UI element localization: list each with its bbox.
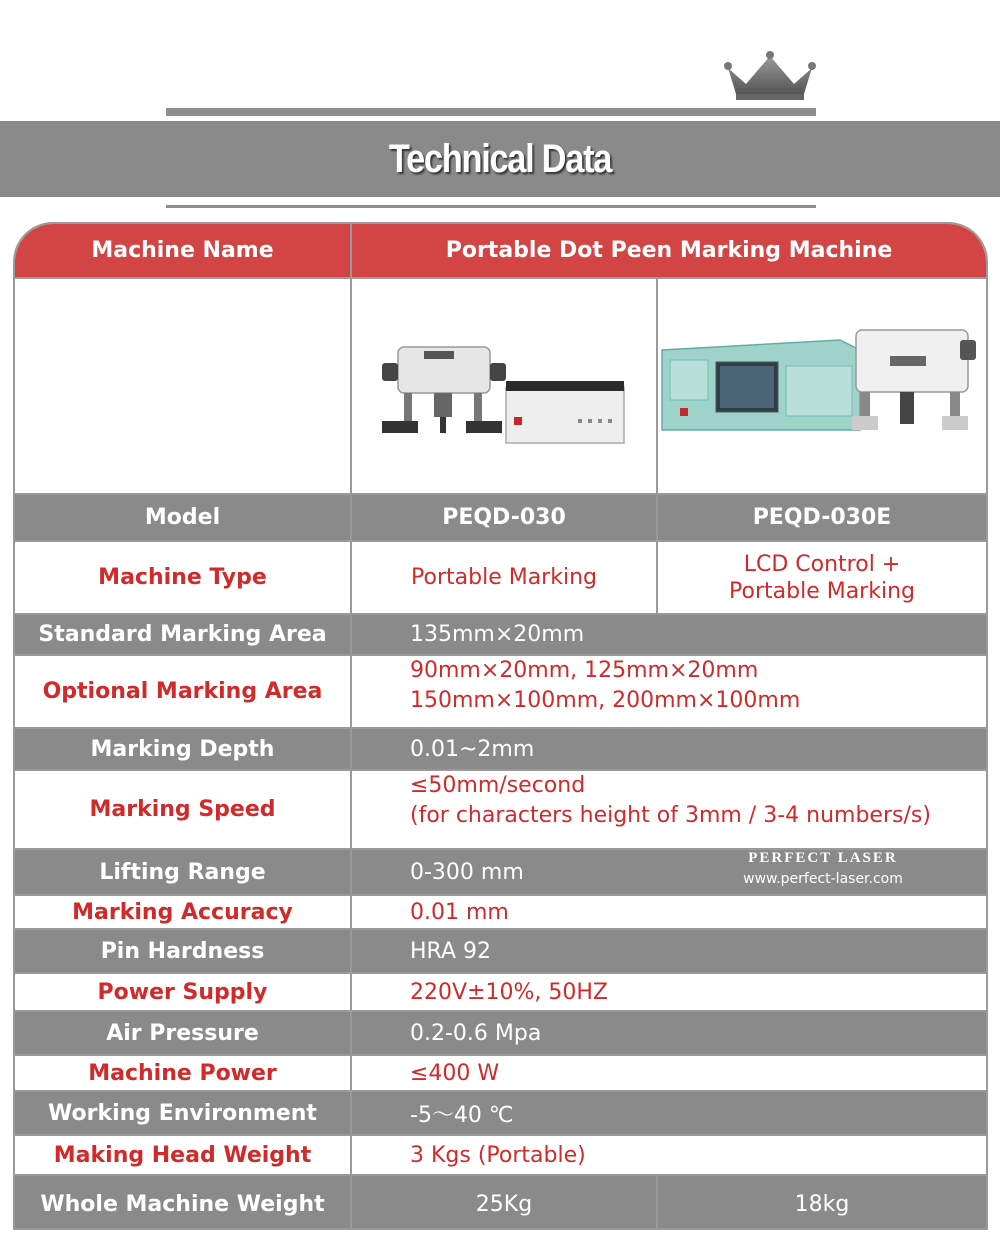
- optional-area-row: [15, 656, 986, 729]
- power-supply-label: Power Supply: [15, 974, 352, 1010]
- head-weight-label: Making Head Weight: [15, 1136, 352, 1174]
- standard-area-row: [15, 615, 986, 656]
- whole-weight-row: [15, 1176, 986, 1230]
- speed-line1: ≤50mm/second: [410, 773, 586, 798]
- head-weight-value: 3 Kgs (Portable): [410, 1142, 586, 1168]
- air-row: [15, 1012, 986, 1056]
- machine-type-col1: Portable Marking: [352, 542, 658, 613]
- machine-power-value: ≤400 W: [410, 1060, 500, 1086]
- optional-area-line1: 90mm×20mm, 125mm×20mm: [410, 658, 759, 683]
- environment-label: Working Environment: [15, 1092, 352, 1134]
- optional-area-value: [352, 656, 986, 727]
- pin-label: Pin Hardness: [15, 930, 352, 972]
- accuracy-label: Marking Accuracy: [15, 896, 352, 928]
- environment-row: [15, 1092, 986, 1136]
- lifting-label: Lifting Range: [15, 850, 352, 894]
- header-bottom-rule: [166, 205, 816, 208]
- model-label: Model: [15, 495, 352, 540]
- optional-area-line2: 150mm×100mm, 200mm×100mm: [410, 688, 801, 713]
- lifting-value: 0-300 mm: [410, 859, 524, 885]
- whole-weight-col1: 25Kg: [352, 1176, 658, 1230]
- machine-type-col2-line2: Portable Marking: [729, 578, 915, 604]
- crown-icon: [722, 50, 818, 102]
- machine-power-label: Machine Power: [15, 1056, 352, 1090]
- machine-type-row: [15, 542, 986, 615]
- pin-row: [15, 930, 986, 974]
- air-value: 0.2-0.6 Mpa: [410, 1020, 542, 1046]
- speed-label: Marking Speed: [15, 771, 352, 848]
- whole-weight-label: Whole Machine Weight: [15, 1176, 352, 1230]
- speed-row: [15, 771, 986, 850]
- accuracy-row: [15, 896, 986, 930]
- whole-weight-col2: 18kg: [794, 1191, 850, 1217]
- model-peqd-030: PEQD-030: [352, 495, 658, 540]
- title-banner: [0, 121, 1000, 197]
- watermark-brand: PERFECT LASER: [748, 850, 898, 866]
- speed-value: [352, 771, 986, 848]
- pin-value: HRA 92: [410, 938, 491, 964]
- model-row: [15, 495, 986, 542]
- image-row-label: [15, 279, 352, 493]
- standard-area-label: Standard Marking Area: [15, 615, 352, 654]
- table-header-row: [15, 224, 986, 279]
- optional-area-label: Optional Marking Area: [15, 656, 352, 727]
- depth-label: Marking Depth: [15, 729, 352, 769]
- power-supply-row: [15, 974, 986, 1012]
- header-top-rule: [166, 108, 816, 116]
- environment-value: -5～40 ℃: [410, 1102, 514, 1128]
- page-title: Technical Data: [388, 137, 612, 181]
- model-peqd-030e: PEQD-030E: [752, 505, 892, 530]
- accuracy-value: 0.01 mm: [410, 899, 509, 925]
- machine-name-value: Portable Dot Peen Marking Machine: [445, 238, 893, 263]
- air-label: Air Pressure: [15, 1012, 352, 1054]
- machine-type-col2: [658, 542, 986, 613]
- power-supply-value: 220V±10%, 50HZ: [410, 979, 608, 1005]
- machine-type-col2-line1: LCD Control +: [743, 551, 901, 577]
- speed-line2: (for characters height of 3mm / 3-4 numbers/s): [410, 803, 931, 828]
- head-weight-row: [15, 1136, 986, 1176]
- machine-power-row: [15, 1056, 986, 1092]
- watermark-url: www.perfect-laser.com: [743, 871, 903, 887]
- depth-row: [15, 729, 986, 771]
- peqd-030-product-image: [378, 333, 628, 453]
- peqd-030e-product-image: [660, 320, 982, 440]
- machine-type-label: Machine Type: [15, 542, 352, 613]
- machine-name-label: Machine Name: [15, 224, 352, 277]
- standard-area-value: 135mm×20mm: [410, 622, 585, 647]
- depth-value: 0.01~2mm: [410, 736, 535, 762]
- brand-watermark: [723, 850, 923, 887]
